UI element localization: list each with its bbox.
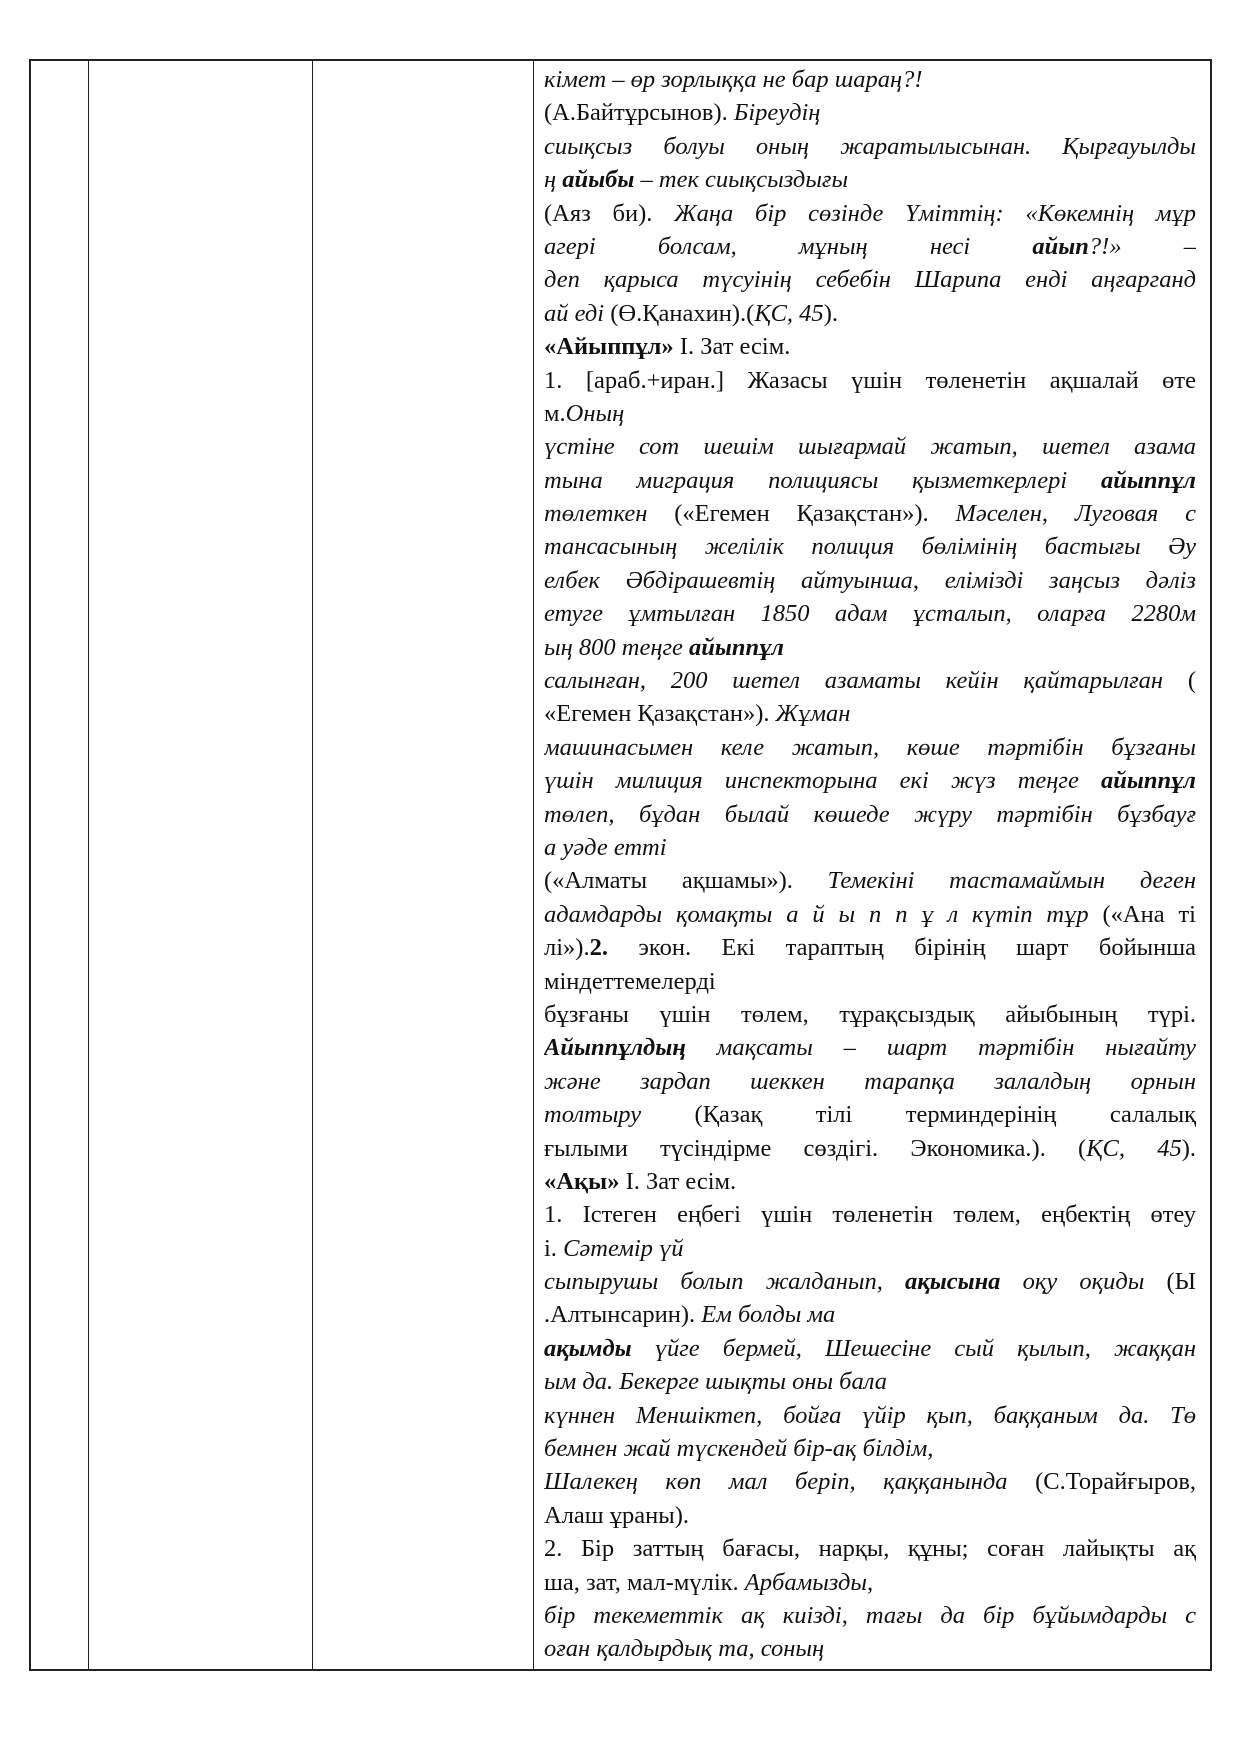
text-segment: Алаш ұраны).	[544, 1501, 690, 1529]
text-line	[544, 63, 1196, 96]
text-line	[544, 631, 1196, 664]
text-segment: оған қалдырдық та, соның	[544, 1635, 825, 1663]
text-segment: («Ана ті	[1088, 900, 1196, 928]
text-line	[544, 1298, 1196, 1331]
dictionary-table	[29, 59, 1212, 1671]
text-segment: бұзғаны үшін төлем, тұрақсыздық айыбының түрі.	[544, 1000, 1196, 1028]
text-segment: тына миграция полициясы қызметкерлері	[544, 466, 1102, 494]
text-line	[544, 831, 1196, 864]
text-segment: 1. [араб.+иран.] Жазасы үшін төленетін ақшалай өте	[544, 366, 1196, 394]
text-segment: міндеттемелерді	[544, 967, 716, 995]
text-segment: ша, зат, мал-мүлік.	[544, 1568, 745, 1596]
text-segment: ҚС, 45	[754, 299, 824, 327]
headword-text: ақымды	[544, 1334, 632, 1362]
text-segment: 1. Істеген еңбегі үшін төленетін төлем, еңбектің өтеу	[544, 1201, 1196, 1229]
text-segment: ым да. Бекерге шықты оны бала	[544, 1368, 887, 1396]
text-line	[544, 798, 1196, 831]
text-line	[544, 764, 1196, 797]
text-segment: төлеткен	[544, 500, 648, 528]
text-segment: және зардап шеккен тарапқа залалдың орнын	[544, 1067, 1196, 1095]
text-segment: мақсаты – шарт тәртібін нығайту	[685, 1034, 1196, 1062]
table-column-1	[31, 61, 89, 1669]
headword-text: айыппұл	[1101, 767, 1196, 795]
text-segment: тансасының желілік полиция бөлімінің бастығы Әу	[544, 533, 1196, 561]
text-line	[544, 697, 1196, 730]
text-line	[544, 1399, 1196, 1432]
text-line	[544, 1465, 1196, 1498]
headword-text: айып	[1032, 232, 1089, 260]
headword-text: ақысына	[905, 1268, 1001, 1296]
headword-text: айыппұл	[689, 633, 784, 661]
text-line	[544, 931, 1196, 964]
text-segment: адамдарды қомақты а й ы п п ұ л күтіп тұр	[544, 900, 1089, 928]
text-segment: .Алтынсарин).	[544, 1301, 702, 1329]
text-segment: толтыру	[544, 1101, 642, 1129]
text-segment: салынған, 200 шетел азаматы кейін қайтарылған	[544, 667, 1164, 695]
text-line	[544, 530, 1196, 563]
text-segment: бемнен жай түскендей бір-ақ білдім,	[544, 1435, 934, 1463]
text-segment: Шалекең көп мал беріп, қаққанында	[544, 1468, 1008, 1496]
text-segment: Арбамызды,	[744, 1568, 874, 1596]
text-segment: бір текеметтік ақ киізді, тағы да бір бұйымдарды с	[544, 1601, 1196, 1629]
text-segment: Біреудің	[733, 99, 821, 127]
text-line	[544, 1332, 1196, 1365]
text-segment: (Аяз би).	[544, 199, 675, 227]
text-segment: Сәтемір үй	[563, 1234, 684, 1262]
text-segment: (Ы	[1144, 1268, 1196, 1296]
text-segment: м.	[544, 399, 566, 427]
text-line	[544, 965, 1196, 998]
text-line	[544, 297, 1196, 330]
text-segment: елбек Әбдірашевтің айтуынша, елімізді заңсыз дәліз	[544, 566, 1196, 594]
text-segment: ң	[544, 166, 563, 194]
text-segment: – тек сиықсыздығы	[634, 166, 849, 194]
text-line	[544, 163, 1196, 196]
text-segment: (Қазақ тілі терминдерінің салалық	[641, 1101, 1196, 1129]
text-line	[544, 197, 1196, 230]
text-segment: төлеп, бұдан былай көшеде жүру тәртібін бұзбауғ	[544, 800, 1196, 828]
text-line	[544, 1232, 1196, 1265]
text-segment: деп қарыса түсуінің себебін Шарипа енді аңғарганд	[544, 266, 1196, 294]
text-line	[544, 1165, 1196, 1198]
text-line	[544, 130, 1196, 163]
text-segment: үстіне сот шешім шығармай жатып, шетел азама	[544, 433, 1196, 461]
text-segment: үшін милиция инспекторына екі жүз теңге	[544, 767, 1102, 795]
text-segment: сиықсыз болуы оның жаратылысынан. Қырғауылды	[544, 132, 1196, 160]
text-line	[544, 263, 1196, 296]
text-segment: Мәселен, Луговая с	[955, 500, 1196, 528]
text-segment: ай еді	[544, 299, 605, 327]
text-line	[544, 1132, 1196, 1165]
text-segment: (	[1163, 667, 1196, 695]
text-line	[544, 898, 1196, 931]
text-segment: лі»).	[544, 934, 590, 962]
text-line	[544, 1098, 1196, 1131]
headword-text: «Айыппұл»	[544, 333, 674, 361]
text-line	[544, 1031, 1196, 1064]
headword-text: айыппұл	[1101, 466, 1196, 494]
text-segment: ?!» –	[1088, 232, 1196, 260]
text-line	[544, 1532, 1196, 1565]
text-line	[544, 1198, 1196, 1231]
text-line	[544, 1432, 1196, 1465]
text-line	[544, 1632, 1196, 1665]
text-segment: а уәде етті	[544, 833, 667, 861]
text-line	[544, 731, 1196, 764]
headword-text: айыбы	[562, 166, 635, 194]
text-segment: Жұман	[775, 700, 851, 728]
text-segment: Ем болды ма	[701, 1301, 836, 1329]
text-segment: күннен Меншіктеп, бойға үйір қып, баққаным да. Тө	[544, 1401, 1196, 1429]
text-line	[544, 1065, 1196, 1098]
text-segment: ).	[823, 299, 838, 327]
text-segment: («Алматы ақшамы»).	[544, 867, 828, 895]
text-segment: үйге бермей, Шешесіне сый қылып, жаққан	[631, 1334, 1196, 1362]
text-segment: оқу оқиды	[1000, 1268, 1145, 1296]
table-column-3	[313, 61, 534, 1669]
text-segment: агері болсам, мұның несі	[544, 232, 1033, 260]
text-line	[544, 464, 1196, 497]
text-segment: Жаңа бір сөзінде Үміттің: «Көкемнің мұр	[674, 199, 1196, 227]
text-segment: ың 800 теңге	[544, 633, 690, 661]
headword-text: «Ақы»	[544, 1167, 620, 1195]
text-segment: ).	[1181, 1134, 1196, 1162]
text-segment: 2. Бір заттың бағасы, нарқы, құны; соған лайықты ақ	[544, 1535, 1196, 1563]
text-line	[544, 330, 1196, 363]
text-segment: (А.Байтұрсынов).	[544, 99, 734, 127]
text-segment: ғылыми түсіндірме сөздігі. Экономика.). (	[544, 1134, 1087, 1162]
text-line	[544, 397, 1196, 430]
text-segment: (Ө.Қанахин).(	[604, 299, 755, 327]
text-line	[544, 664, 1196, 697]
text-segment: ҚС, 45	[1086, 1134, 1182, 1162]
text-line	[544, 1365, 1196, 1398]
text-segment: машинасымен келе жатып, көше тәртібін бұзғаны	[544, 733, 1196, 761]
text-segment: і.	[544, 1234, 564, 1262]
text-segment: І. Зат есім.	[673, 333, 791, 361]
text-line	[544, 564, 1196, 597]
text-segment: («Егемен Қазақстан»).	[647, 500, 956, 528]
text-line	[544, 1566, 1196, 1599]
text-segment: Оның	[565, 399, 625, 427]
text-line	[544, 96, 1196, 129]
text-line	[544, 497, 1196, 530]
text-segment: етуге ұмтылған 1850 адам ұсталып, оларға 2280м	[544, 600, 1196, 628]
text-segment: сыпырушы болып жалданып,	[544, 1268, 906, 1296]
text-line	[544, 1265, 1196, 1298]
text-line	[544, 364, 1196, 397]
text-line	[544, 597, 1196, 630]
text-line	[544, 864, 1196, 897]
text-segment: экон. Екі тараптың бірінің шарт бойынша	[607, 934, 1196, 962]
text-line	[544, 1599, 1196, 1632]
text-line	[544, 998, 1196, 1031]
text-line	[544, 230, 1196, 263]
headword-text: 2.	[589, 934, 608, 962]
text-segment: (С.Торайғыров,	[1007, 1468, 1196, 1496]
text-segment: Темекіні тастамаймын деген	[827, 867, 1196, 895]
table-column-2	[89, 61, 313, 1669]
headword-text: Айыппұлдың	[544, 1034, 686, 1062]
text-line	[544, 1499, 1196, 1532]
text-segment: І. Зат есім.	[619, 1167, 737, 1195]
table-column-text	[534, 61, 1210, 1669]
text-line	[544, 430, 1196, 463]
text-segment: «Егемен Қазақстан»).	[544, 700, 776, 728]
text-segment: кімет – өр зорлыққа не бар шараң?!	[544, 66, 923, 93]
